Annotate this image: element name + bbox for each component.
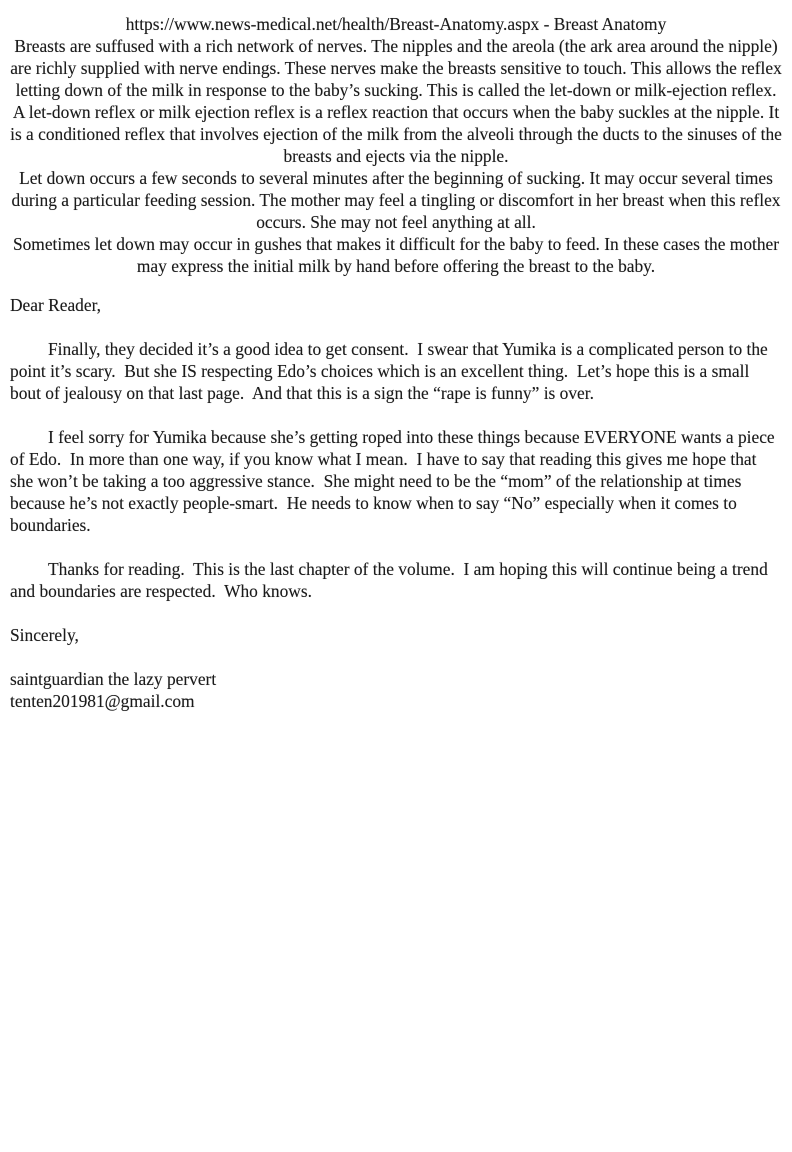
letter-paragraph-1: Finally, they decided it’s a good idea to get consent. I swear that Yumika is a complicated person to the point it’s scary. But she IS respecting Edo’s choices which is an excellent thing. Let’s hope this is a small bout of jealousy on that last page. And that this is a sign the “rape is funny” is over. — [10, 339, 773, 403]
letter-salutation: Dear Reader, — [10, 295, 102, 315]
article-source-line: https://www.news-medical.net/health/Breast-Anatomy.aspx - Breast Anatomy — [125, 14, 667, 34]
letter-closing: Sincerely, — [10, 625, 79, 645]
article-paragraph-3: Let down occurs a few seconds to several minutes after the beginning of sucking. It may occur several times during a particular feeding session. The mother may feel a tingling or discomfort in her breast when this reflex occurs. She may not feel anything at all. — [11, 168, 781, 232]
signature-block — [10, 668, 782, 712]
signature-name: saintguardian the lazy pervert — [10, 669, 217, 689]
reader-letter — [10, 294, 782, 712]
letter-paragraph-3: Thanks for reading. This is the last chapter of the volume. I am hoping this will continue being a trend and boundaries are respected. Who knows. — [10, 559, 773, 601]
signature-email: tenten201981@gmail.com — [10, 691, 195, 711]
article-paragraph-4: Sometimes let down may occur in gushes that makes it difficult for the baby to feed. In these cases the mother may express the initial milk by hand before offering the breast to the baby. — [12, 234, 780, 276]
article-paragraph-2: A let-down reflex or milk ejection reflex is a reflex reaction that occurs when the baby suckles at the nipple. It is a conditioned reflex that involves ejection of the milk from the alveoli through the ducts to the sinuses of the breasts and ejects via the nipple. — [10, 102, 782, 166]
article-paragraph-1: Breasts are suffused with a rich network of nerves. The nipples and the areola (the ark area around the nipple) are richly supplied with nerve endings. These nerves make the breasts sensitive to touch. This allows the reflex letting down of the milk in response to the baby’s sucking. This is called the let-down or milk-ejection reflex. — [10, 36, 782, 100]
letter-paragraph-2: I feel sorry for Yumika because she’s getting roped into these things because EVERYONE wants a piece of Edo. In more than one way, if you know what I mean. I have to say that reading this gives me hope that she won’t be taking a too aggressive stance. She might need to be the “mom” of the relationship at times because he’s not exactly people-smart. He needs to know when to say “No” especially when it comes to boundaries. — [10, 427, 780, 535]
article-excerpt — [10, 13, 782, 277]
